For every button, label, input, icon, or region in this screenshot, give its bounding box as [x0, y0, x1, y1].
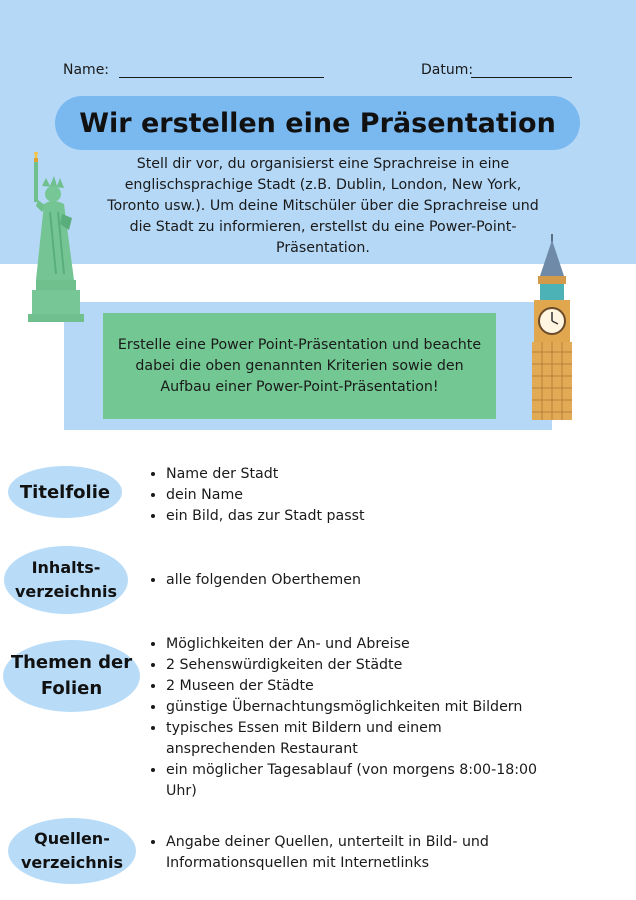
list-item: • alle folgenden Oberthemen [166, 570, 566, 591]
section-list-themen [148, 634, 546, 802]
name-label: Name: [63, 62, 110, 78]
section-label-quellenverzeichnis [8, 818, 136, 884]
task-text: Erstelle eine Power Point-Präsentation und beachte dabei die oben genannten Kriterien sowie den Aufbau einer Power-Point-Präsentation! [117, 336, 482, 395]
list-item: • Name der Stadt [166, 464, 566, 485]
list-item: • ein Bild, das zur Stadt passt [166, 506, 566, 527]
big-ben-icon [526, 234, 578, 420]
list-item: • 2 Museen der Städte [166, 676, 546, 697]
statue-of-liberty-icon [22, 150, 90, 322]
name-field[interactable] [119, 77, 324, 78]
intro-text: Stell dir vor, du organisierst eine Sprachreise in eine englischsprachige Stadt (z.B. Dublin, London, New York, Toronto usw.). Um deine Mitschüler über die Sprachreise und die Stadt zu informieren, erstellst du eine Power-Point-Präsentation. [107, 156, 539, 256]
list-item: • dein Name [166, 485, 566, 506]
section-list-quellenverzeichnis [148, 832, 556, 874]
section-label-inhaltsverzeichnis [4, 546, 128, 614]
list-item: • günstige Übernachtungsmöglichkeiten mit Bildern [166, 697, 546, 718]
section-label-text: Themen der Folien [10, 652, 133, 699]
list-item: • Möglichkeiten der An- und Abreise [166, 634, 546, 655]
list-item: • 2 Sehenswürdigkeiten der Städte [166, 655, 546, 676]
date-field[interactable] [471, 77, 572, 78]
section-label-titelfolie [8, 466, 122, 518]
list-item: • Angabe deiner Quellen, unterteilt in Bild- und Informationsquellen mit Internetlinks [166, 832, 556, 874]
section-list-inhaltsverzeichnis [148, 570, 566, 591]
section-label-text: Inhalts- verzeichnis [14, 558, 118, 601]
section-label-themen [3, 640, 140, 712]
task-box [103, 313, 496, 419]
title-banner [55, 96, 580, 150]
date-label: Datum: [421, 62, 474, 78]
list-item: • typisches Essen mit Bildern und einem ansprechenden Restaurant [166, 718, 546, 760]
page-title: Wir erstellen eine Präsentation [79, 107, 556, 139]
list-item: • ein möglicher Tagesablauf (von morgens 8:00-18:00 Uhr) [166, 760, 546, 802]
section-list-titelfolie [148, 464, 566, 527]
section-label-text: Quellen- verzeichnis [20, 829, 124, 872]
section-label-text: Titelfolie [19, 481, 111, 503]
